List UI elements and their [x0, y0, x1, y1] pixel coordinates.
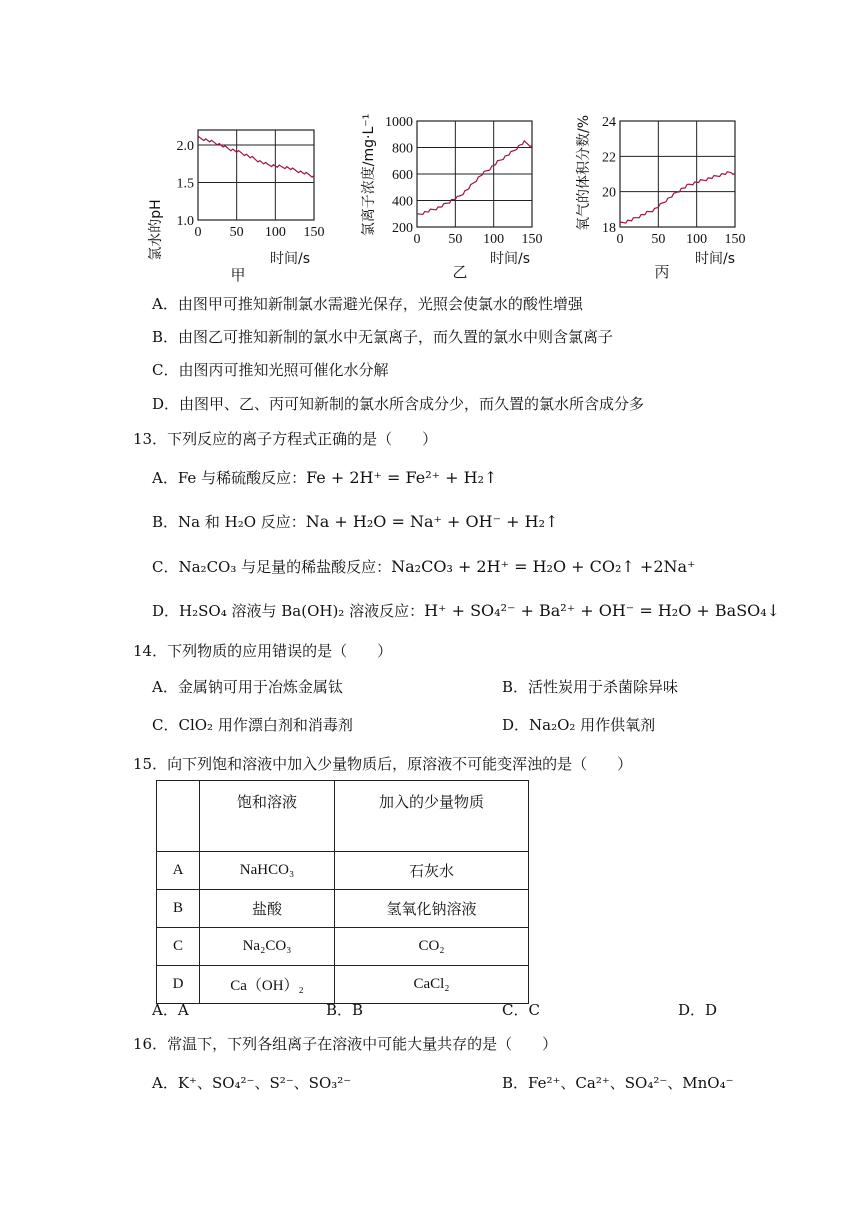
table-cell: 石灰水: [335, 852, 529, 890]
chart-jia-xtick: 150: [303, 225, 325, 240]
q13-stem: 13．下列反应的离子方程式正确的是（ ）: [133, 430, 438, 448]
chart-bing-xtick: 100: [686, 232, 708, 247]
table-cell: 盐酸: [200, 890, 335, 928]
chart-jia-svg: [140, 120, 340, 290]
chart-yi-xtick: 0: [413, 232, 421, 247]
table-cell: C: [157, 928, 200, 966]
table-cell: CaCl₂: [335, 966, 529, 1004]
chart-jia-xtick: 100: [264, 225, 286, 240]
chart-jia-xlabel: 时间/s: [269, 251, 311, 267]
chart-jia-series-line: [198, 136, 314, 177]
q13-b-equation: Na + H₂O = Na⁺ + OH⁻ + H₂↑: [305, 512, 559, 531]
chart-jia-name: 甲: [230, 266, 246, 284]
chart-yi: [355, 105, 555, 285]
chart-jia-ylabel: 氯水的pH: [148, 199, 164, 261]
q13-c-equation: Na₂CO₃ + 2H⁺ = H₂O + CO₂↑ +2Na⁺: [391, 557, 696, 576]
q13-a-text: Fe 与稀硫酸反应：: [177, 469, 307, 487]
q15-option-c: C．C: [502, 1001, 540, 1019]
q12-option-c: C．由图丙可推知光照可催化水分解: [152, 361, 389, 379]
q15-option-b: B．B: [326, 1001, 364, 1019]
chart-jia-ytick: 1.5: [176, 176, 194, 192]
q13-c-text: Na₂CO₃ 与足量的稀盐酸反应：: [178, 558, 392, 576]
table-cell: A: [157, 852, 200, 890]
q13-b-text: Na 和 H₂O 反应：: [178, 513, 306, 531]
q12-option-b: B．由图乙可推知新制的氯水中无氯离子，而久置的氯水中则含氯离子: [152, 328, 614, 346]
q15-stem: 15．向下列饱和溶液中加入少量物质后，原溶液不可能变浑浊的是（ ）: [133, 755, 633, 773]
q16-option-b: B．Fe²⁺、Ca²⁺、SO₄²⁻、MnO₄⁻: [502, 1074, 734, 1092]
chart-yi-ytick: 600: [392, 168, 413, 183]
chart-bing-xtick: 0: [616, 232, 624, 247]
q13-c-label: C．: [152, 558, 179, 576]
q16-option-a: A．K⁺、SO₄²⁻、S²⁻、SO₃²⁻: [152, 1074, 352, 1092]
chart-bing-ytick: 22: [602, 150, 616, 166]
chart-yi-ytick: 1000: [385, 115, 413, 130]
q13-option-c: [152, 556, 695, 577]
q15-header-cell: 加入的少量物质: [335, 781, 529, 852]
q14-stem: 14．下列物质的应用错误的是（ ）: [133, 642, 393, 660]
q14-option-c: C．ClO₂ 用作漂白剂和消毒剂: [152, 716, 353, 734]
table-row: [157, 852, 529, 890]
chart-jia-xtick: 50: [229, 225, 244, 240]
chart-yi-ytick: 200: [392, 221, 413, 236]
table-cell: B: [157, 890, 200, 928]
chart-jia-ytick: 1.0: [176, 214, 194, 229]
chart-bing-ylabel: 氧气的体积分数/%: [576, 114, 592, 232]
chart-bing-svg: [570, 105, 770, 285]
q15-option-d: D．D: [678, 1001, 718, 1019]
chart-yi-svg: [355, 105, 555, 285]
table-cell: NaHCO₃: [200, 852, 335, 890]
q12-option-a: A．由图甲可推知新制氯水需避光保存，光照会使氯水的酸性增强: [152, 295, 583, 313]
chart-bing-name: 丙: [654, 263, 670, 281]
chart-yi-xtick: 150: [521, 232, 543, 247]
table-row: [157, 966, 529, 1004]
chart-jia: [140, 120, 340, 290]
q15-table: [156, 780, 529, 1004]
chart-bing-xlabel: 时间/s: [694, 251, 736, 267]
q13-d-text: H₂SO₄ 溶液与 Ba(OH)₂ 溶液反应：: [179, 602, 425, 620]
chart-yi-name: 乙: [452, 263, 468, 281]
table-cell: CO₂: [335, 928, 529, 966]
chart-yi-ylabel: 氯离子浓度/mg·L⁻¹: [361, 113, 377, 237]
q14-option-b: B．活性炭用于杀菌除异味: [502, 678, 679, 696]
table-cell: 氢氧化钠溶液: [335, 890, 529, 928]
chart-jia-ytick: 2.0: [176, 139, 194, 154]
chart-yi-xlabel: 时间/s: [489, 251, 531, 267]
chart-bing-xtick: 50: [651, 232, 666, 247]
chart-bing: [570, 105, 770, 285]
q13-option-d: [152, 600, 780, 621]
table-row: [157, 928, 529, 966]
table-row: [157, 890, 529, 928]
q13-a-label: A．: [152, 469, 178, 487]
chart-bing-xtick: 150: [724, 232, 746, 247]
q13-b-label: B．: [152, 513, 179, 531]
q13-a-equation: Fe + 2H⁺ = Fe²⁺ + H₂↑: [306, 468, 498, 487]
q13-d-label: D．: [152, 602, 180, 620]
chart-yi-series-line: [417, 141, 532, 215]
q14-option-a: A．金属钠可用于冶炼金属钛: [152, 678, 343, 696]
q15-header-cell: [157, 781, 200, 852]
q12-option-d: D．由图甲、乙、丙可知新制的氯水所含成分少，而久置的氯水所含成分多: [152, 395, 645, 413]
q15-header-cell: 饱和溶液: [200, 781, 335, 852]
chart-yi-xtick: 100: [483, 232, 505, 247]
q15-table-header: [157, 781, 529, 852]
chart-bing-ytick: 20: [602, 185, 616, 201]
chart-bing-series-line: [620, 172, 735, 223]
chart-bing-frame: [620, 121, 735, 227]
table-cell: D: [157, 966, 200, 1004]
table-cell: Ca（OH）₂: [200, 966, 335, 1004]
q16-stem: 16．常温下，下列各组离子在溶液中可能大量共存的是（ ）: [133, 1035, 558, 1053]
chart-yi-ytick: 800: [392, 141, 413, 157]
chart-jia-xtick: 0: [194, 225, 202, 240]
q13-d-equation: H⁺ + SO₄²⁻ + Ba²⁺ + OH⁻ = H₂O + BaSO₄↓: [424, 601, 781, 620]
q13-option-a: [152, 467, 497, 488]
table-cell: Na₂CO₃: [200, 928, 335, 966]
chart-yi-xtick: 50: [448, 232, 463, 247]
chart-bing-ytick: 18: [602, 221, 616, 236]
q15-option-a: A．A: [152, 1001, 189, 1019]
q13-option-b: [152, 511, 558, 532]
chart-yi-ytick: 400: [392, 194, 413, 210]
q14-option-d: D．Na₂O₂ 用作供氧剂: [502, 716, 656, 734]
chart-bing-ytick: 24: [602, 115, 616, 130]
